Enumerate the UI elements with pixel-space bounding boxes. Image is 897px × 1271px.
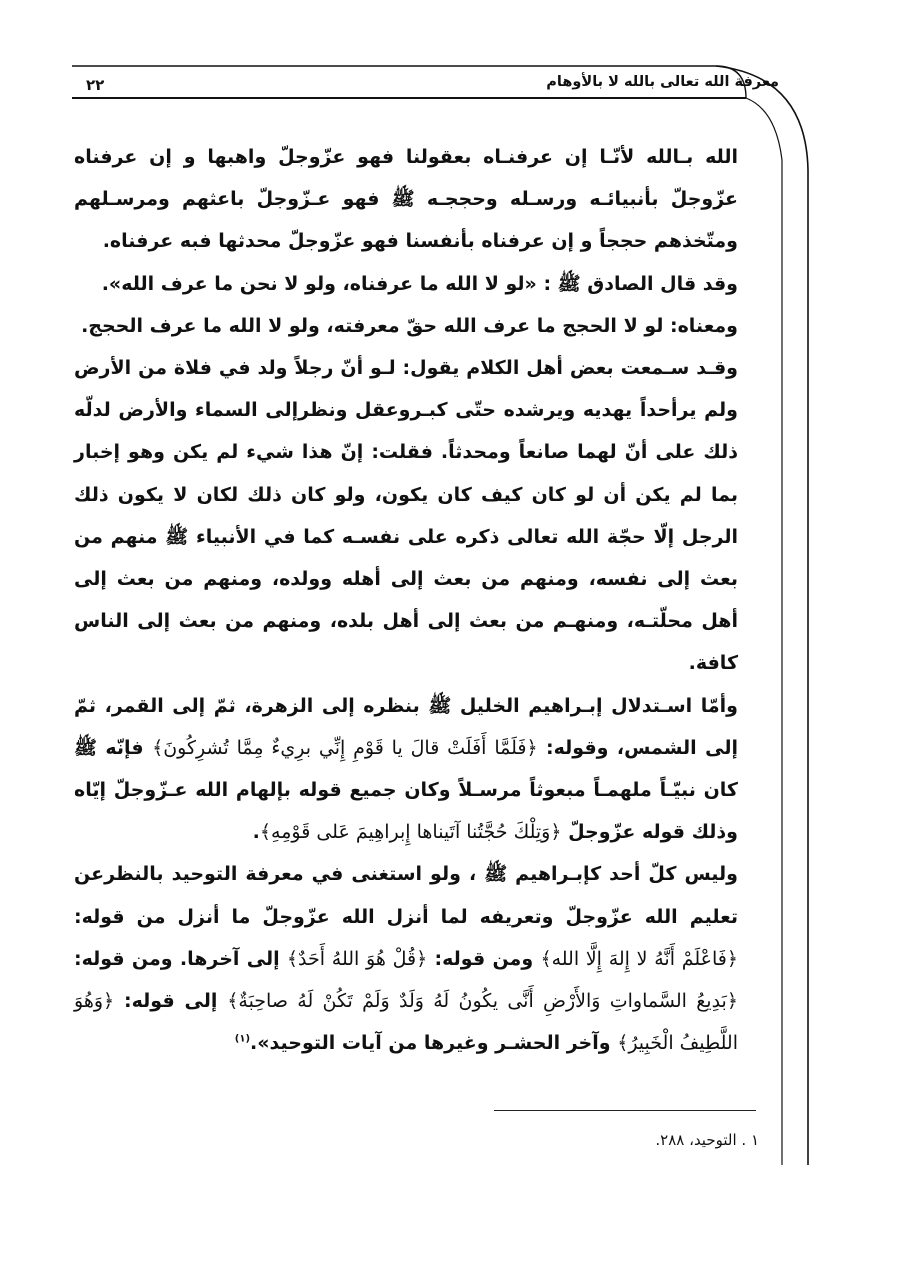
footnote-reference: (١): [234, 1033, 251, 1045]
paragraph-3: ومعناه: لو لا الحجج ما عرف الله حقّ معرفته، ولو لا الله ما عرف الحجج.: [81, 314, 738, 337]
paragraph-6: [74, 853, 738, 1064]
paragraph-5-text-c: .: [252, 821, 260, 844]
paragraph-1: الله بـالله لأنّـا إن عرفنـاه بعقولنا فهو عزّوجلّ واهبها و إن عرفناه عزّوجلّ بأنبيائـه ورسـله وحججـه ﷺ فهو عـزّوجلّ باعثهم ومرسـلهم ومتّخذهم حججاً و إن عرفناه بأنفسنا فهو عزّوجلّ محدثها فبه عرفناه.: [74, 146, 738, 253]
paragraph-6-text-c: إلى آخرها. ومن قوله:: [74, 947, 287, 970]
page-number: ٢٢: [86, 76, 105, 94]
running-header-title: معرفة الله تعالى بالله لا بالأوهام: [546, 74, 779, 90]
quran-quote: ﴿وَتِلْكَ حُجَّتُنا آتَيناها إِبراهِيمَ عَلى قَوْمِهِ﴾: [259, 821, 562, 844]
main-text-block: [74, 136, 738, 1064]
quran-quote: ﴿وَهُوَ اللَّطِيفُ الْخَبِيرُ﴾: [74, 990, 738, 1055]
paragraph-6-text-b: ومن قوله:: [427, 947, 541, 970]
inner-edge-line: [746, 98, 782, 1165]
footnote-text: ١ . التوحيد، ٢٨٨.: [655, 1131, 759, 1149]
paragraph-6-text-a: وليس كلّ أحد كإبـراهيم ﷺ ، ولو استغنى في معرفة التوحيد بالنظرعن تعليم الله عزّوجلّ وتعريفه لما أنزل الله عزّوجلّ ما أنزل من قوله:: [74, 863, 738, 928]
paragraph-6-text-d: إلى قوله:: [114, 990, 228, 1013]
quran-quote: ﴿بَدِيعُ السَّماواتِ وَالأَرْضِ أَنَّى يكُونُ لَهُ وَلَدٌ وَلَمْ تَكُنْ لَهُ صاحِبَةٌ﴾: [227, 990, 738, 1013]
quran-quote: ﴿قُلْ هُوَ اللهُ أَحَدٌ﴾: [286, 947, 428, 970]
quran-quote: ﴿فَاعْلَمْ أَنَّهُ لا إِلهَ إِلَّا الله﴾: [540, 947, 738, 970]
paragraph-5-text-a: وأمّا اسـتدلال إبـراهيم الخليل ﷺ بنظره إلى الزهرة، ثمّ إلى القمر، ثمّ إلى الشمس، وقوله:: [74, 694, 738, 759]
paragraph-2: وقد قال الصادق ﷺ : «لو لا الله ما عرفناه، ولو لا نحن ما عرف الله».: [101, 272, 738, 295]
paragraph-5-text-b: فإنّه ﷺ كان نبيّـاً ملهمـاً مبعوثاً مرسـلاً وكان جميع قوله بإلهام الله عـزّوجلّ إيّاه وذلك قوله عزّوجلّ: [74, 736, 738, 844]
quran-quote: ﴿فَلَمَّا أَفَلَتْ قالَ يا قَوْمِ إِنِّي برِيءٌ مِمَّا تُشرِكُونَ﴾: [152, 736, 538, 759]
paragraph-6-text-e: وآخر الحشـر وغيرها من آيات التوحيد».: [250, 1032, 618, 1055]
footnote-separator: [494, 1110, 756, 1111]
paragraph-4: وقـد سـمعت بعض أهل الكلام يقول: لـو أنّ رجلاً ولد في فلاة من الأرض ولم يرأحداً يهديه ويرشده حتّى كبـروعقل ونظرإلى السماء والأرض لدلّه ذلك على أنّ لهما صانعاً ومحدثاً. فقلت: إنّ هذا شيء لم يكن وهو إخبار بما لم يكن أن لو كان كيف كان يكون، ولو كان ذلك لكان لا يكون ذلك الرجل إلّا حجّة الله تعالى ذكره على نفسـه كما في الأنبياء ﷺ منهم من بعث إلى نفسه، ومنهم من بعث إلى أهله وولده، ومنهم من بعث إلى أهل محلّتـه، ومنهـم من بعث إلى أهل بلده، ومنهم من بعث إلى الناس كافة.: [74, 357, 738, 675]
paragraph-5: [74, 685, 738, 854]
